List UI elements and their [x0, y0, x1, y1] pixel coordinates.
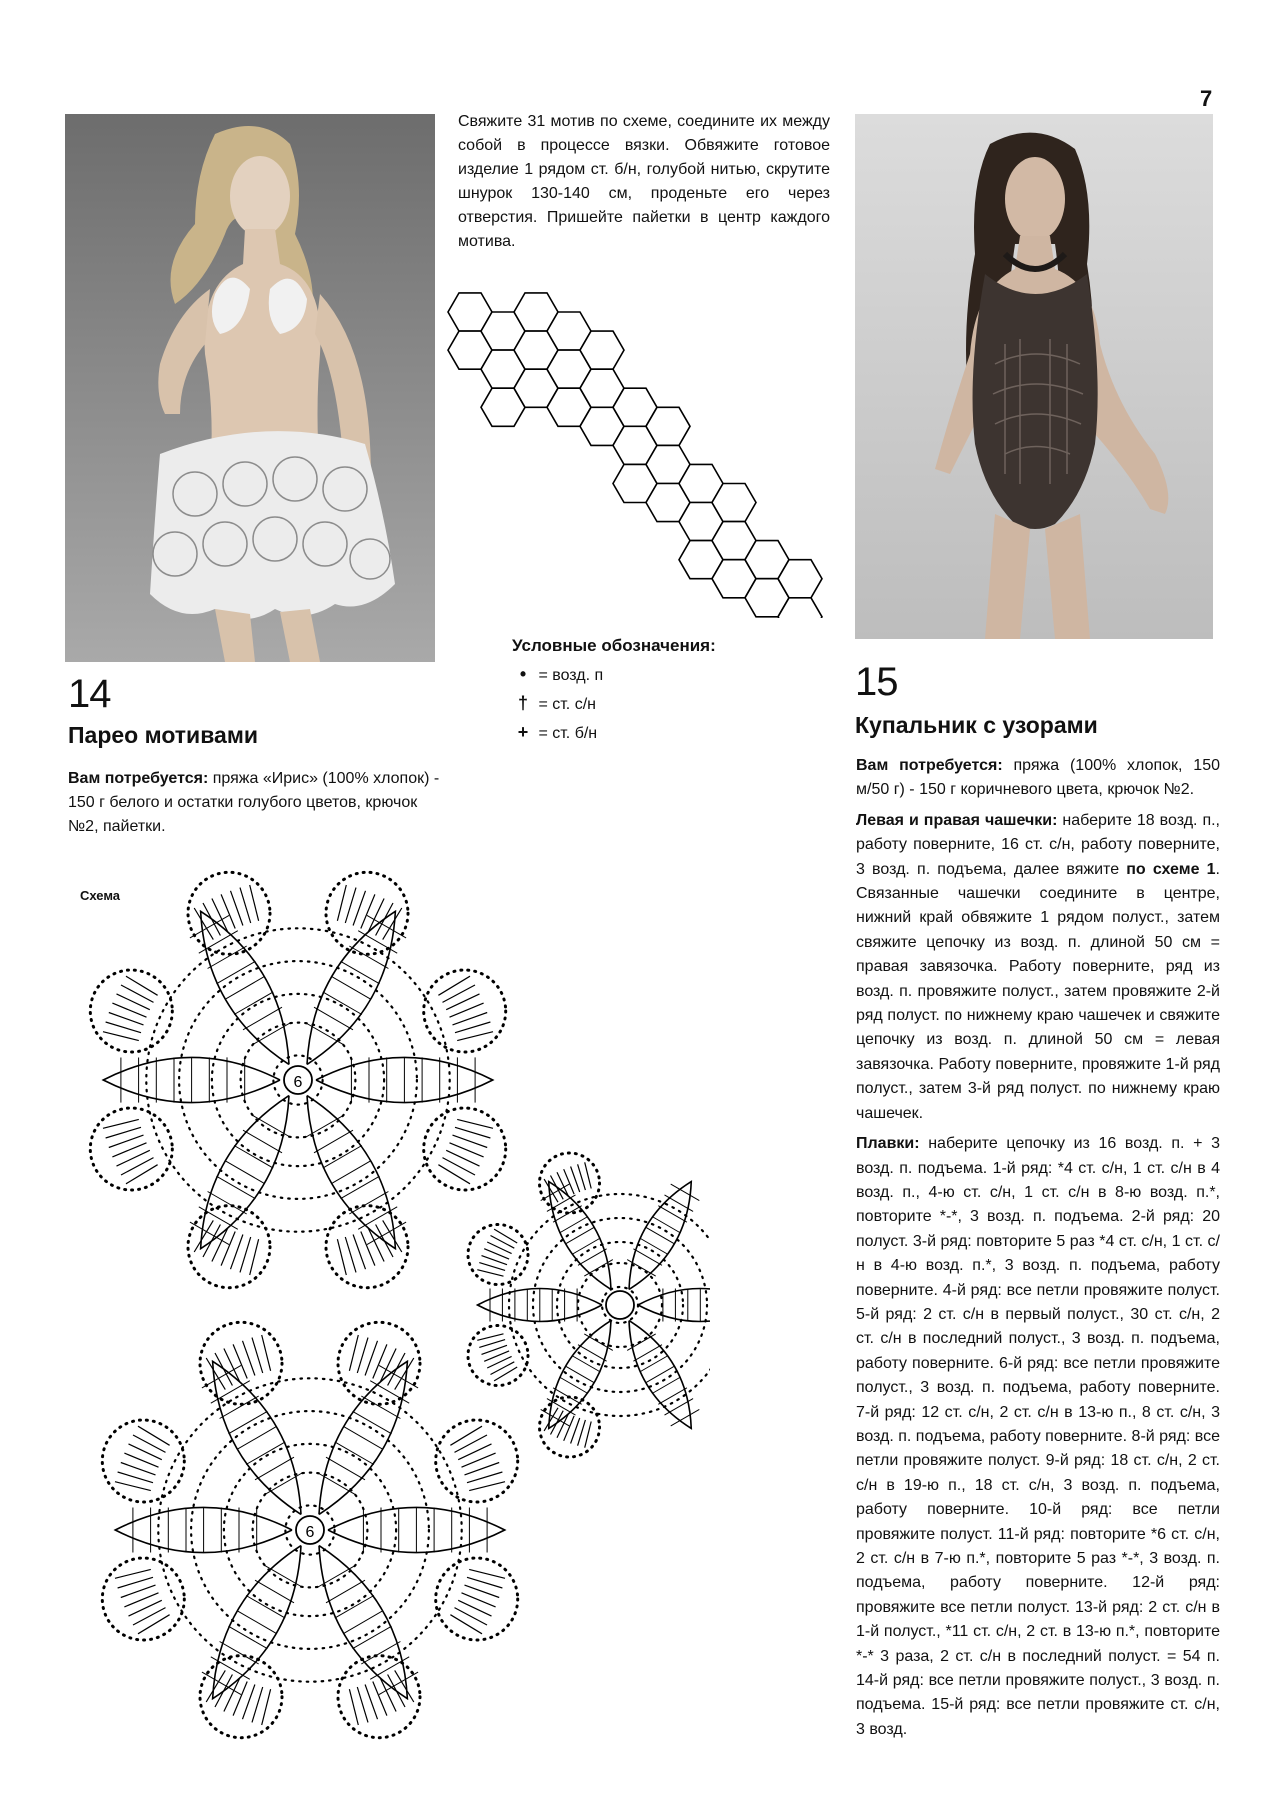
stitch-mark	[367, 915, 406, 938]
stitch-mark	[332, 1161, 371, 1184]
stitch-mark	[457, 1032, 493, 1041]
stitch-mark	[190, 915, 229, 938]
stitch-mark	[115, 1482, 151, 1491]
swimsuit-photo	[855, 114, 1213, 639]
pants-paragraph	[856, 1132, 1220, 1742]
project-15-title: Купальник с узорами	[855, 712, 1098, 738]
stitch-mark	[388, 1675, 405, 1708]
stitch-mark	[240, 1237, 251, 1272]
pants-text: наберите цепочку из 16 возд. п. + 3 возд. п. подъема. 1-й ряд: *4 ст. с/н, 1 ст. с/н в 4 возд. п., 4-ю ст. с/н, 1 ст. с/н в 8-ю возд. п.*, повторите *-*, 3 возд. п. подъема. 2-й ряд: 20 полуст. 3-й ряд: повторите 5 раз *4 ст. с/н, 1 ст. с/н в 4-ю возд. п.*, 3 возд. п. подъема, работу поверните. 4-й ряд: все петли провяжите полуст. 5-й ряд: 2 ст. с/н в первый полуст., 30 ст. с/н, 2 ст. с/н в последний полуст., 3 возд. п. подъема, работу поверните. 6-й ряд: все петли провяжите полуст., 3 возд. п. подъема, работу поверните. 7-й ряд: 12 ст. с/н, 2 ст. с/н в 13-ю п., 8 ст. с/н, 3 возд. п. подъема, работу поверните. 8-й ряд: все петли провяжите полуст. 9-й ряд: 18 ст. с/н, 2 ст. с/н в 19-ю п., 18 ст. с/н, 3 возд. п. подъема, работу поверните. 10-й ряд: все петли провяжите полуст. 11-й ряд: повторите *6 ст. с/н, 2 ст. с/н в 7-ю п.*, повторите 5 раз *-*, 3 возд. п. подъема, работу поверните. 12-й ряд: провяжите все петли полуст. 13-й ряд: 2 ст. с/н в 1-й полуст., *11 ст. с/н, 2 ст. в 13-ю п.*, повторите *-* 3 раза, 2 ст. с/н в последний полуст. = 54 п. 14-й ряд: все петли провяжите полуст., 3 возд. п. подъема. 15-й ряд: все петли провяжите ст. с/н, 3 возд.	[856, 1135, 1220, 1738]
stitch-mark	[208, 1192, 247, 1215]
stitch-mark	[203, 1225, 220, 1258]
stitch-mark	[138, 1426, 170, 1445]
project-15-instructions	[856, 754, 1220, 1748]
double-crochet-symbol: †	[517, 693, 528, 713]
stitch-mark	[578, 1164, 586, 1190]
stitch-mark	[361, 1396, 400, 1419]
stitch-mark	[379, 1365, 418, 1388]
stitch-mark	[491, 1362, 515, 1375]
materials-text: пряжа «Ирис» (100% хлопок) - 150 г белого и остатки голубого цветов, крючок №2, пайетки.	[68, 770, 440, 835]
stitch-mark	[376, 903, 393, 936]
cups-text: . Связанные чашечки соедините в центре, нижний край обвяжите 1 рядом полуст., затем свяжите цепочку из возд. п. длиной 50 см = правая завязочка. Работу поверните, ряд из возд. п. провяжите полуст., затем провяжите 2-й ряд полуст. по нижнему краю чашечек и свяжите цепочку из возд. п. длиной 50 см = левая завязочка. Работу поверните, провяжите 1-й ряд полуст., затем 3-й ряд полуст. по нижнему краю чашечек.	[856, 860, 1220, 1122]
stitch-mark	[250, 885, 259, 921]
stitch-mark	[345, 1237, 356, 1272]
stitch-mark	[215, 1675, 232, 1708]
stitch-mark	[103, 1119, 139, 1128]
chain-stitch-symbol: •	[519, 664, 527, 684]
stitch-mark	[118, 1472, 153, 1483]
stitch-mark	[357, 1338, 368, 1373]
stitch-mark	[469, 1482, 505, 1491]
stitch-mark	[479, 1340, 505, 1348]
stitch-mark	[215, 1353, 232, 1386]
stitch-mark	[133, 1435, 166, 1452]
stitch-mark	[323, 1146, 362, 1169]
stitch-mark	[262, 1335, 271, 1371]
stitch-mark	[323, 992, 362, 1015]
stitch-mark	[202, 1365, 241, 1388]
stitch-mark	[115, 1569, 151, 1578]
stitch-mark	[388, 1353, 405, 1386]
stitch-mark	[455, 1608, 488, 1625]
stitch-mark	[367, 1222, 406, 1245]
stitch-mark	[467, 1577, 502, 1588]
stitch-mark	[216, 1176, 255, 1199]
single-crochet-symbol: +	[517, 722, 529, 742]
stitch-mark	[494, 1229, 517, 1243]
stitch-mark	[457, 1119, 493, 1128]
stitch-mark	[646, 1227, 675, 1244]
stitch-mark	[252, 1338, 263, 1373]
stitch-mark	[438, 976, 470, 995]
stitch-mark	[203, 903, 220, 936]
stitch-mark	[345, 888, 356, 923]
stitch-mark	[335, 1442, 374, 1465]
stitch-mark	[443, 1158, 476, 1175]
stitch-mark	[344, 1427, 383, 1450]
stitch-mark	[633, 1249, 662, 1266]
stitch-mark	[467, 1472, 502, 1483]
page-number: 7	[1200, 86, 1213, 111]
hexagon-assembly-diagram	[440, 288, 840, 618]
stitch-mark	[341, 961, 380, 984]
legend-item	[512, 689, 716, 718]
stitch-mark	[220, 1396, 259, 1419]
pareo-photo	[65, 114, 435, 662]
stitch-mark	[234, 992, 273, 1015]
stitch-mark	[578, 1345, 607, 1362]
stitch-mark	[190, 1222, 229, 1245]
stitch-mark	[349, 1192, 388, 1215]
materials-label: Вам потребуется:	[856, 757, 1003, 774]
stitch-mark	[443, 985, 476, 1002]
stitch-mark	[349, 1689, 358, 1725]
stitch-mark	[455, 1022, 490, 1033]
stitch-mark	[349, 946, 388, 969]
stitch-mark	[551, 1411, 564, 1435]
stitch-mark	[106, 1127, 141, 1138]
stitch-mark	[455, 1127, 490, 1138]
project-14-materials	[68, 767, 440, 839]
stitch-mark	[477, 1270, 503, 1277]
stitch-mark	[551, 1176, 564, 1200]
stitch-mark	[237, 1611, 276, 1634]
cups-label: Левая и правая чашечки:	[856, 811, 1058, 829]
crochet-motif-schema	[60, 855, 710, 1805]
stitch-mark	[234, 1146, 273, 1169]
materials-text: пряжа (100% хлопок, 150 м/50 г) - 150 г коричневого цвета, крючок №2.	[856, 757, 1220, 799]
stitch-mark	[126, 976, 158, 995]
cups-text: наберите 18 возд. п., работу поверните, 16 ст. с/н, работу поверните, 3 возд. п. подъема, далее вяжите	[856, 811, 1220, 878]
stitch-mark	[477, 1334, 503, 1341]
leaf-petal	[638, 1289, 710, 1322]
stitch-mark	[491, 1236, 515, 1249]
stitch-mark	[332, 977, 371, 1000]
motif-center-label: 6	[293, 1074, 303, 1091]
stitch-mark	[126, 1165, 158, 1184]
project-14-number: 14	[68, 672, 111, 716]
stitch-mark	[335, 1596, 374, 1619]
stitch-mark	[133, 1608, 166, 1625]
stitch-mark	[566, 1366, 595, 1383]
stitch-mark	[121, 985, 154, 1002]
stitch-mark	[118, 1577, 153, 1588]
stitch-mark	[237, 1427, 276, 1450]
legend-item	[512, 660, 716, 689]
motif-center-label: 6	[305, 1524, 315, 1541]
stitch-mark	[246, 1442, 285, 1465]
stitch-mark	[455, 1435, 488, 1452]
symbol-legend	[512, 636, 716, 747]
stitch-mark	[121, 1158, 154, 1175]
stitch-mark	[138, 1615, 170, 1634]
project-14-title: Парео мотивами	[68, 722, 258, 748]
stitch-mark	[438, 1165, 470, 1184]
stitch-mark	[246, 1596, 285, 1619]
swimsuit-photo-illustration	[855, 114, 1213, 639]
stitch-mark	[450, 1426, 482, 1445]
stitch-mark	[349, 1335, 358, 1371]
stitch-mark	[250, 1239, 259, 1275]
stitch-mark	[225, 1161, 264, 1184]
intro-paragraph: Свяжите 31 мотив по схеме, соедините их между собой в процессе вязки. Обвяжите готовое изделие 1 рядом ст. б/н, голубой нитью, скрутите шнурок 130-140 см, проденьте его через отверстия. Пришейте пайетки в центр каждого мотива.	[458, 113, 830, 250]
legend-item-text: = ст. с/н	[538, 696, 596, 713]
motif-right-partial	[468, 1153, 710, 1457]
stitch-mark	[585, 1162, 592, 1188]
stitch-mark	[225, 977, 264, 1000]
pareo-photo-illustration	[65, 114, 435, 662]
stitch-mark	[240, 888, 251, 923]
stitch-mark	[578, 1420, 586, 1446]
stitch-mark	[337, 885, 346, 921]
stitch-mark	[344, 1611, 383, 1634]
stitch-mark	[379, 1672, 418, 1695]
center-ring	[606, 1291, 634, 1319]
pants-label: Плавки:	[856, 1135, 920, 1153]
legend-item	[512, 718, 716, 747]
stitch-mark	[376, 1225, 393, 1258]
stitch-mark	[479, 1263, 505, 1271]
stitch-mark	[450, 1615, 482, 1634]
legend-item-text: = возд. п	[538, 667, 604, 684]
stitch-mark	[208, 946, 247, 969]
stitch-mark	[106, 1022, 141, 1033]
stitch-mark	[633, 1345, 662, 1362]
stitch-mark	[585, 1422, 592, 1448]
stitch-mark	[202, 1672, 241, 1695]
stitch-mark	[494, 1367, 517, 1381]
cups-schema-ref: по схеме 1	[1126, 860, 1216, 878]
stitch-mark	[103, 1032, 139, 1041]
project-15-number: 15	[855, 660, 898, 704]
legend-title: Условные обозначения:	[512, 636, 716, 655]
stitch-mark	[361, 1642, 400, 1665]
materials-paragraph	[856, 754, 1220, 803]
stitch-mark	[469, 1569, 505, 1578]
materials-label: Вам потребуется:	[68, 770, 209, 787]
stitch-mark	[353, 1411, 392, 1434]
stitch-mark	[559, 1377, 588, 1394]
stitch-mark	[646, 1366, 675, 1383]
stitch-mark	[228, 1626, 267, 1649]
cups-paragraph	[856, 809, 1220, 1126]
stitch-mark	[262, 1689, 271, 1725]
stitch-mark	[566, 1227, 595, 1244]
legend-item-text: = ст. б/н	[538, 725, 598, 742]
stitch-mark	[578, 1249, 607, 1266]
stitch-mark	[252, 1687, 263, 1722]
stitch-mark	[220, 1642, 259, 1665]
stitch-mark	[337, 1239, 346, 1275]
stitch-mark	[652, 1377, 681, 1394]
stitch-mark	[357, 1687, 368, 1722]
schema-label: Схема	[80, 888, 121, 903]
